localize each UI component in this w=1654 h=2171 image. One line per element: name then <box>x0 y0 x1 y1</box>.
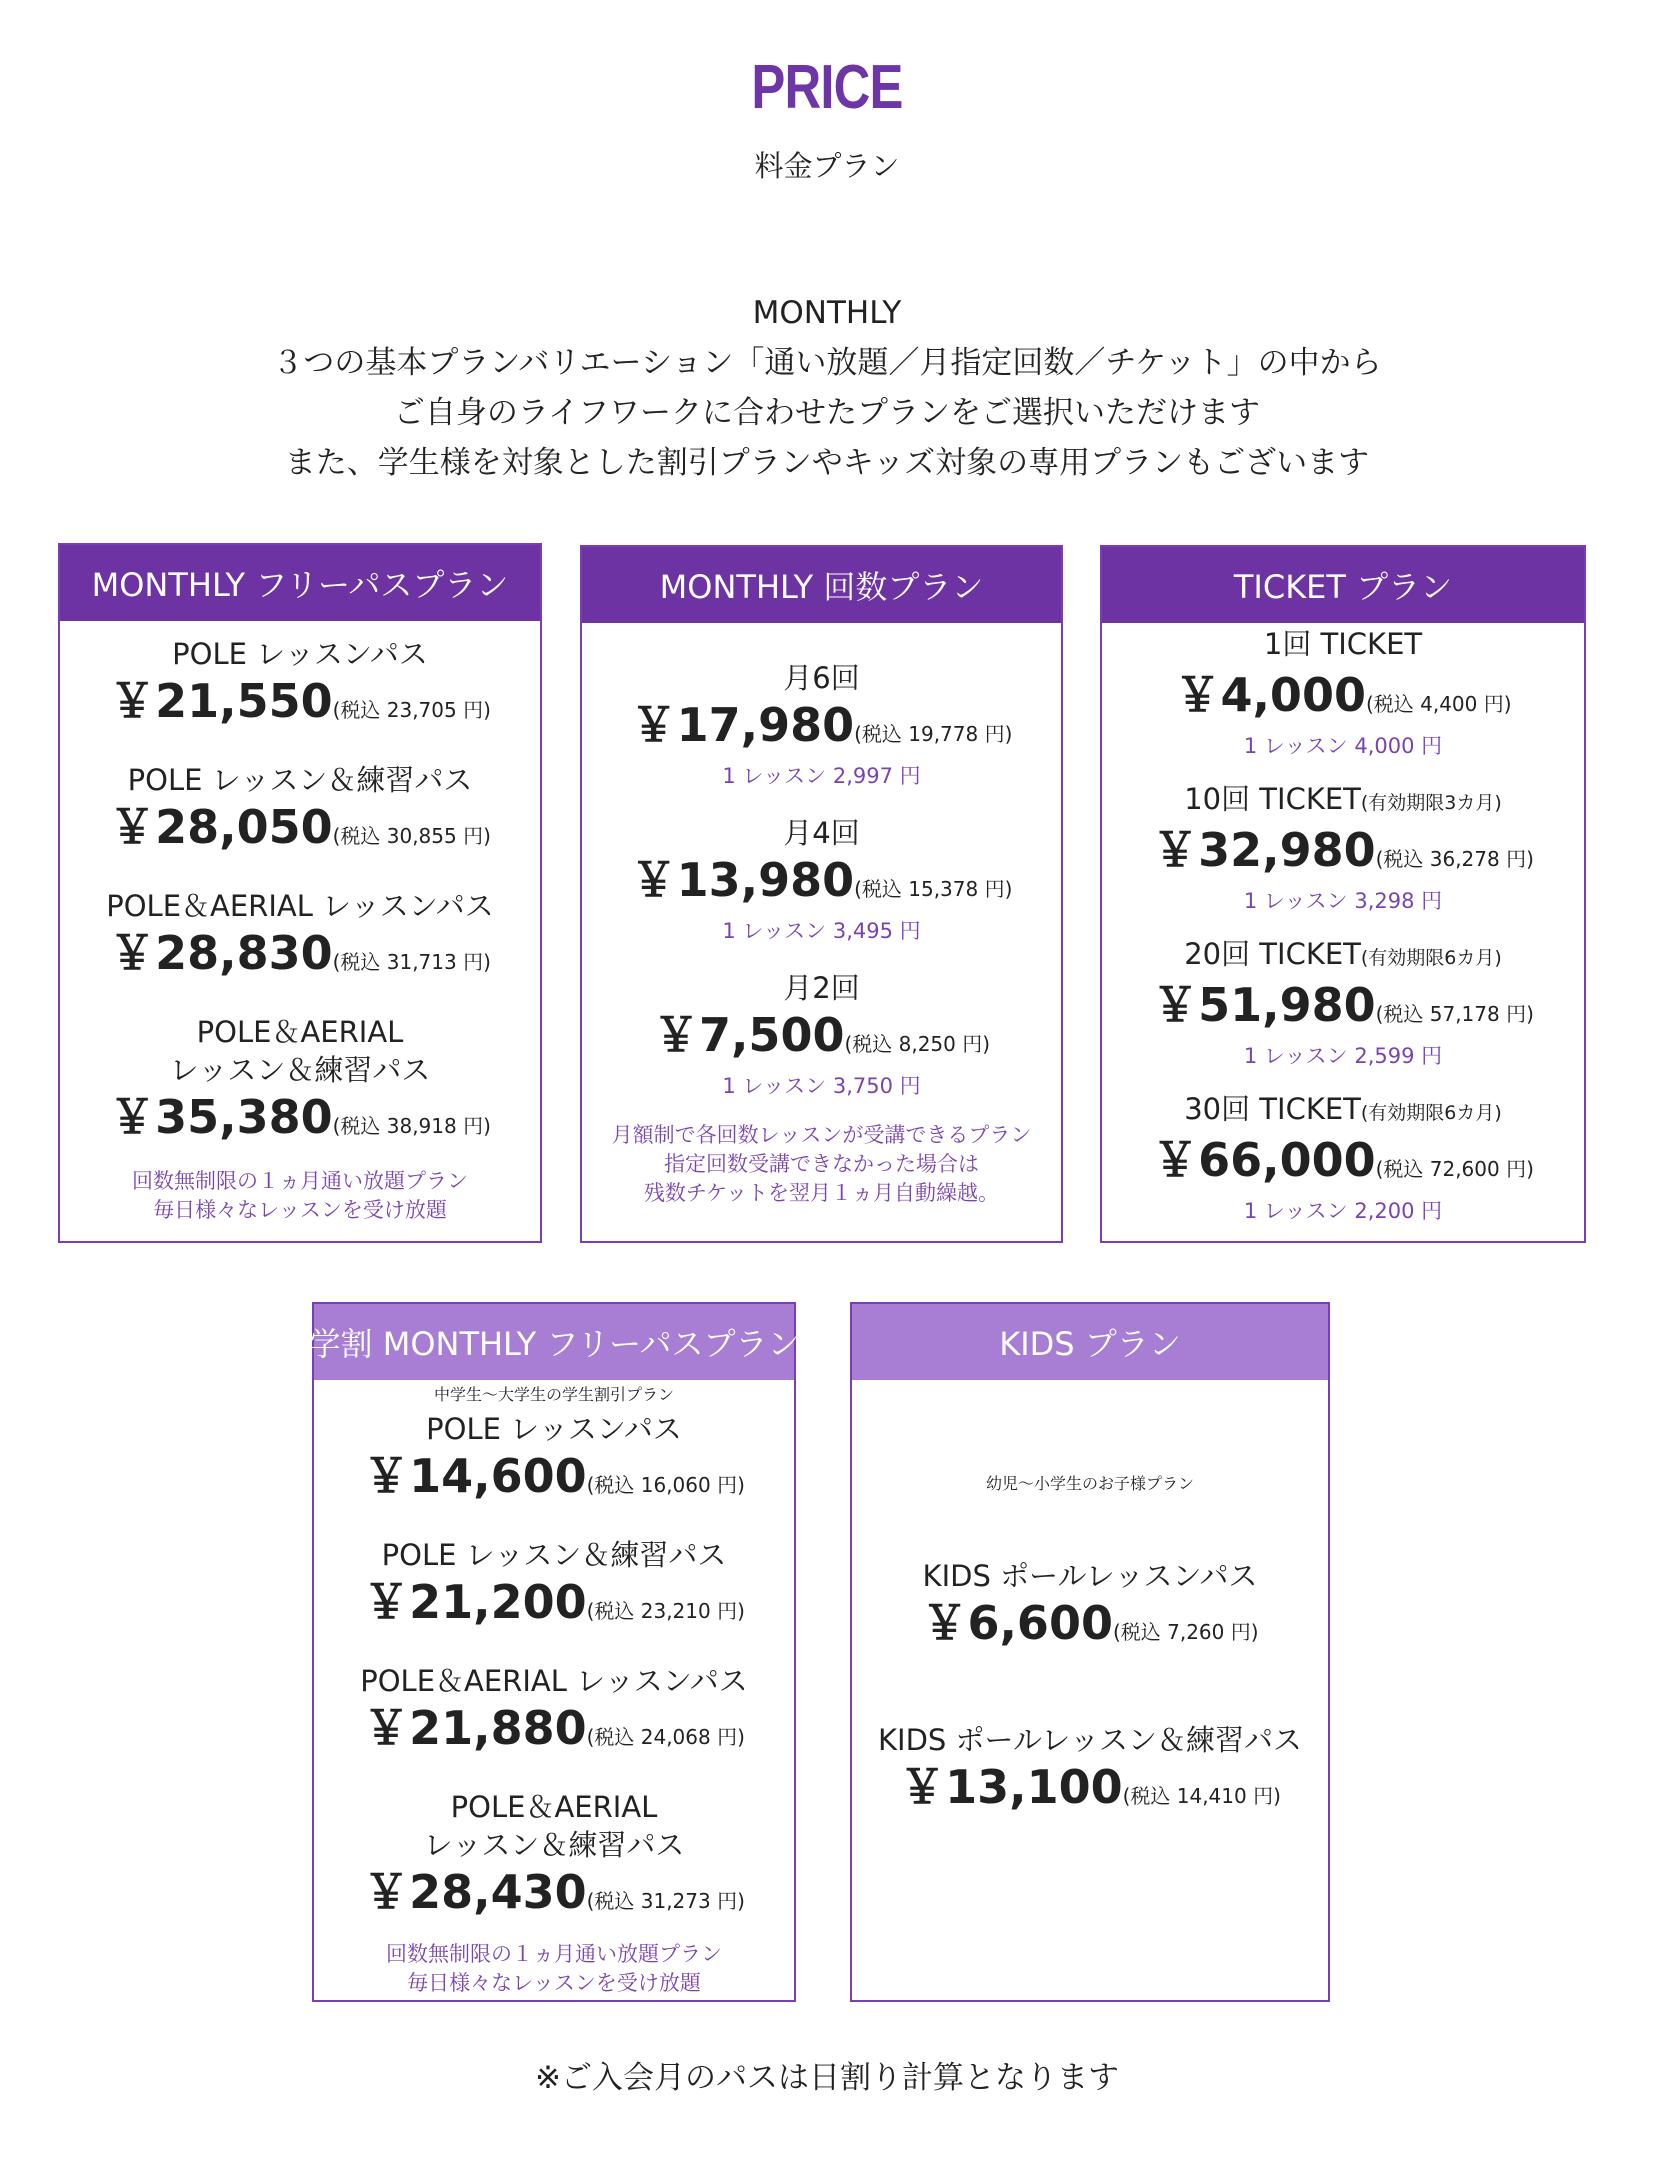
plan-item-price: ￥21,880(税込 24,068 円) <box>363 1701 745 1755</box>
plan-item-name: POLE レッスン＆練習パス <box>127 763 473 797</box>
plan-item-name: POLE＆AERIAL レッスンパス <box>360 1664 748 1698</box>
tax-included-price: (税込 31,713 円) <box>332 950 491 974</box>
plan-item <box>1102 625 1584 760</box>
plan-item-price: ￥21,200(税込 23,210 円) <box>363 1575 745 1629</box>
tax-included-price: (税込 36,278 円) <box>1375 847 1534 871</box>
per-lesson-price: 1 レッスン 3,750 円 <box>722 1074 921 1098</box>
plan-item-price: ￥14,600(税込 16,060 円) <box>363 1449 745 1503</box>
plan-item <box>60 761 540 864</box>
plan-item <box>1102 935 1584 1070</box>
student-discount-plan-card <box>308 1302 800 2002</box>
intro-text <box>0 288 1654 488</box>
plan-item <box>852 1557 1328 1660</box>
tax-included-price: (税込 30,855 円) <box>332 824 491 848</box>
tax-included-price: (税込 4,400 円) <box>1365 692 1512 716</box>
ticket-plan-card <box>1100 545 1586 1243</box>
plan-item <box>582 659 1061 790</box>
plan-item-name: POLE レッスンパス <box>172 637 428 671</box>
card-title: MONTHLY フリーパスプラン <box>60 545 540 621</box>
plan-item-price: ￥35,380(税込 38,918 円) <box>109 1090 491 1144</box>
plan-item <box>1102 1090 1584 1225</box>
plan-item-price: ￥17,980(税込 19,778 円) <box>630 698 1013 752</box>
plan-item-name: POLE＆AERIAL レッスンパス <box>106 889 494 923</box>
page-title: PRICE <box>751 53 903 122</box>
ticket-validity: (有効期限3カ月) <box>1360 792 1502 814</box>
plan-item-name: POLE＆AERIAL <box>450 1790 658 1824</box>
tax-included-price: (税込 8,250 円) <box>844 1032 991 1056</box>
plan-item <box>60 635 540 738</box>
tax-included-price: (税込 23,705 円) <box>332 698 491 722</box>
plan-note: 月額制で各回数レッスンが受講できるプラン 指定回数受講できなかった場合は 残数チケットを翌月１ヵ月自動繰越。 <box>611 1123 1032 1205</box>
card-title: 学割 MONTHLY フリーパスプラン <box>314 1304 794 1380</box>
plan-item <box>582 814 1061 945</box>
plan-item-price: ￥6,600(税込 7,260 円) <box>921 1596 1259 1650</box>
plan-item-name: 月6回 <box>783 661 860 695</box>
page-subtitle: 料金プラン <box>754 149 900 183</box>
plan-item-price: ￥4,000(税込 4,400 円) <box>1174 668 1512 722</box>
plan-item-name: KIDS ポールレッスンパス <box>922 1559 1258 1593</box>
plan-item-name: 1回 TICKET <box>1263 627 1423 661</box>
plan-item-name: 20回 TICKET(有効期限6カ月) <box>1184 937 1502 971</box>
plan-item-name: 30回 TICKET(有効期限6カ月) <box>1184 1092 1502 1126</box>
intro-line: ご自身のライフワークに合わせたプランをご選択いただけます <box>393 395 1261 431</box>
tax-included-price: (税込 15,378 円) <box>854 877 1013 901</box>
card-title: MONTHLY 回数プラン <box>582 547 1061 623</box>
plan-item <box>852 1721 1328 1824</box>
plan-item-price: ￥7,500(税込 8,250 円) <box>652 1008 991 1062</box>
count-plan-card <box>580 545 1063 1243</box>
plan-item-price: ￥51,980(税込 57,178 円) <box>1152 978 1534 1032</box>
tax-included-price: (税込 16,060 円) <box>586 1473 745 1497</box>
per-lesson-price: 1 レッスン 3,298 円 <box>1243 889 1443 913</box>
plan-subtitle: 中学生〜大学生の学生割引プラン <box>433 1385 674 1404</box>
plan-item-name: POLE レッスンパス <box>426 1412 682 1446</box>
plan-item-name-line2: レッスン＆練習パス <box>169 1053 431 1087</box>
plan-item-name-line2: レッスン＆練習パス <box>423 1828 685 1862</box>
plan-item-name: 月4回 <box>783 816 860 850</box>
plan-note: 回数無制限の１ヵ月通い放題プラン 毎日様々なレッスンを受け放題 <box>386 1942 722 1995</box>
tax-included-price: (税込 14,410 円) <box>1122 1784 1281 1808</box>
per-lesson-price: 1 レッスン 2,997 円 <box>722 764 921 788</box>
plan-item <box>314 1410 794 1513</box>
tax-included-price: (税込 38,918 円) <box>332 1114 491 1138</box>
ticket-validity: (有効期限6カ月) <box>1360 1102 1502 1124</box>
plan-item-price: ￥66,000(税込 72,600 円) <box>1152 1133 1534 1187</box>
tax-included-price: (税込 72,600 円) <box>1375 1157 1534 1181</box>
free-pass-plan-card <box>58 543 542 1243</box>
card-title: TICKET プラン <box>1102 547 1584 623</box>
plan-item-price: ￥13,980(税込 15,378 円) <box>630 853 1013 907</box>
kids-plan-card <box>850 1302 1330 2002</box>
tax-included-price: (税込 23,210 円) <box>586 1599 745 1623</box>
tax-included-price: (税込 57,178 円) <box>1375 1002 1534 1026</box>
tax-included-price: (税込 7,260 円) <box>1112 1620 1259 1644</box>
plan-item <box>314 1788 794 1929</box>
plan-item <box>314 1662 794 1765</box>
ticket-validity: (有効期限6カ月) <box>1360 947 1502 969</box>
plan-item <box>582 969 1061 1100</box>
plan-item-name: 10回 TICKET(有効期限3カ月) <box>1184 782 1502 816</box>
per-lesson-price: 1 レッスン 4,000 円 <box>1243 734 1443 758</box>
plan-item <box>60 1013 540 1154</box>
plan-item-name: 月2回 <box>783 971 860 1005</box>
plan-item <box>314 1536 794 1639</box>
plan-item-price: ￥13,100(税込 14,410 円) <box>899 1760 1281 1814</box>
plan-item <box>60 887 540 990</box>
intro-line: また、学生様を対象とした割引プランやキッズ対象の専用プランもございます <box>284 445 1370 481</box>
plan-item-price: ￥28,830(税込 31,713 円) <box>109 926 491 980</box>
plan-item-price: ￥28,050(税込 30,855 円) <box>109 800 491 854</box>
per-lesson-price: 1 レッスン 3,495 円 <box>722 919 921 943</box>
tax-included-price: (税込 31,273 円) <box>586 1889 745 1913</box>
per-lesson-price: 1 レッスン 2,599 円 <box>1243 1044 1443 1068</box>
plan-item-price: ￥28,430(税込 31,273 円) <box>363 1865 745 1919</box>
card-title: KIDS プラン <box>852 1304 1328 1380</box>
plan-item-name: POLE レッスン＆練習パス <box>381 1538 727 1572</box>
per-lesson-price: 1 レッスン 2,200 円 <box>1243 1199 1443 1223</box>
plan-item-price: ￥32,980(税込 36,278 円) <box>1152 823 1534 877</box>
tax-included-price: (税込 24,068 円) <box>586 1725 745 1749</box>
tax-included-price: (税込 19,778 円) <box>854 722 1013 746</box>
footer-note: ※ご入会月のパスは日割り計算となります <box>535 2060 1119 2096</box>
plan-item-name: POLE＆AERIAL <box>196 1015 404 1049</box>
plan-note: 回数無制限の１ヵ月通い放題プラン 毎日様々なレッスンを受け放題 <box>132 1169 468 1222</box>
plan-subtitle: 幼児〜小学生のお子様プラン <box>985 1474 1194 1493</box>
plan-item-name: KIDS ポールレッスン＆練習パス <box>878 1723 1302 1757</box>
plan-item-price: ￥21,550(税込 23,705 円) <box>109 674 491 728</box>
intro-line: ３つの基本プランバリエーション「通い放題／月指定回数／チケット」の中から <box>272 345 1382 381</box>
intro-line: MONTHLY <box>752 295 902 331</box>
plan-item <box>1102 780 1584 915</box>
